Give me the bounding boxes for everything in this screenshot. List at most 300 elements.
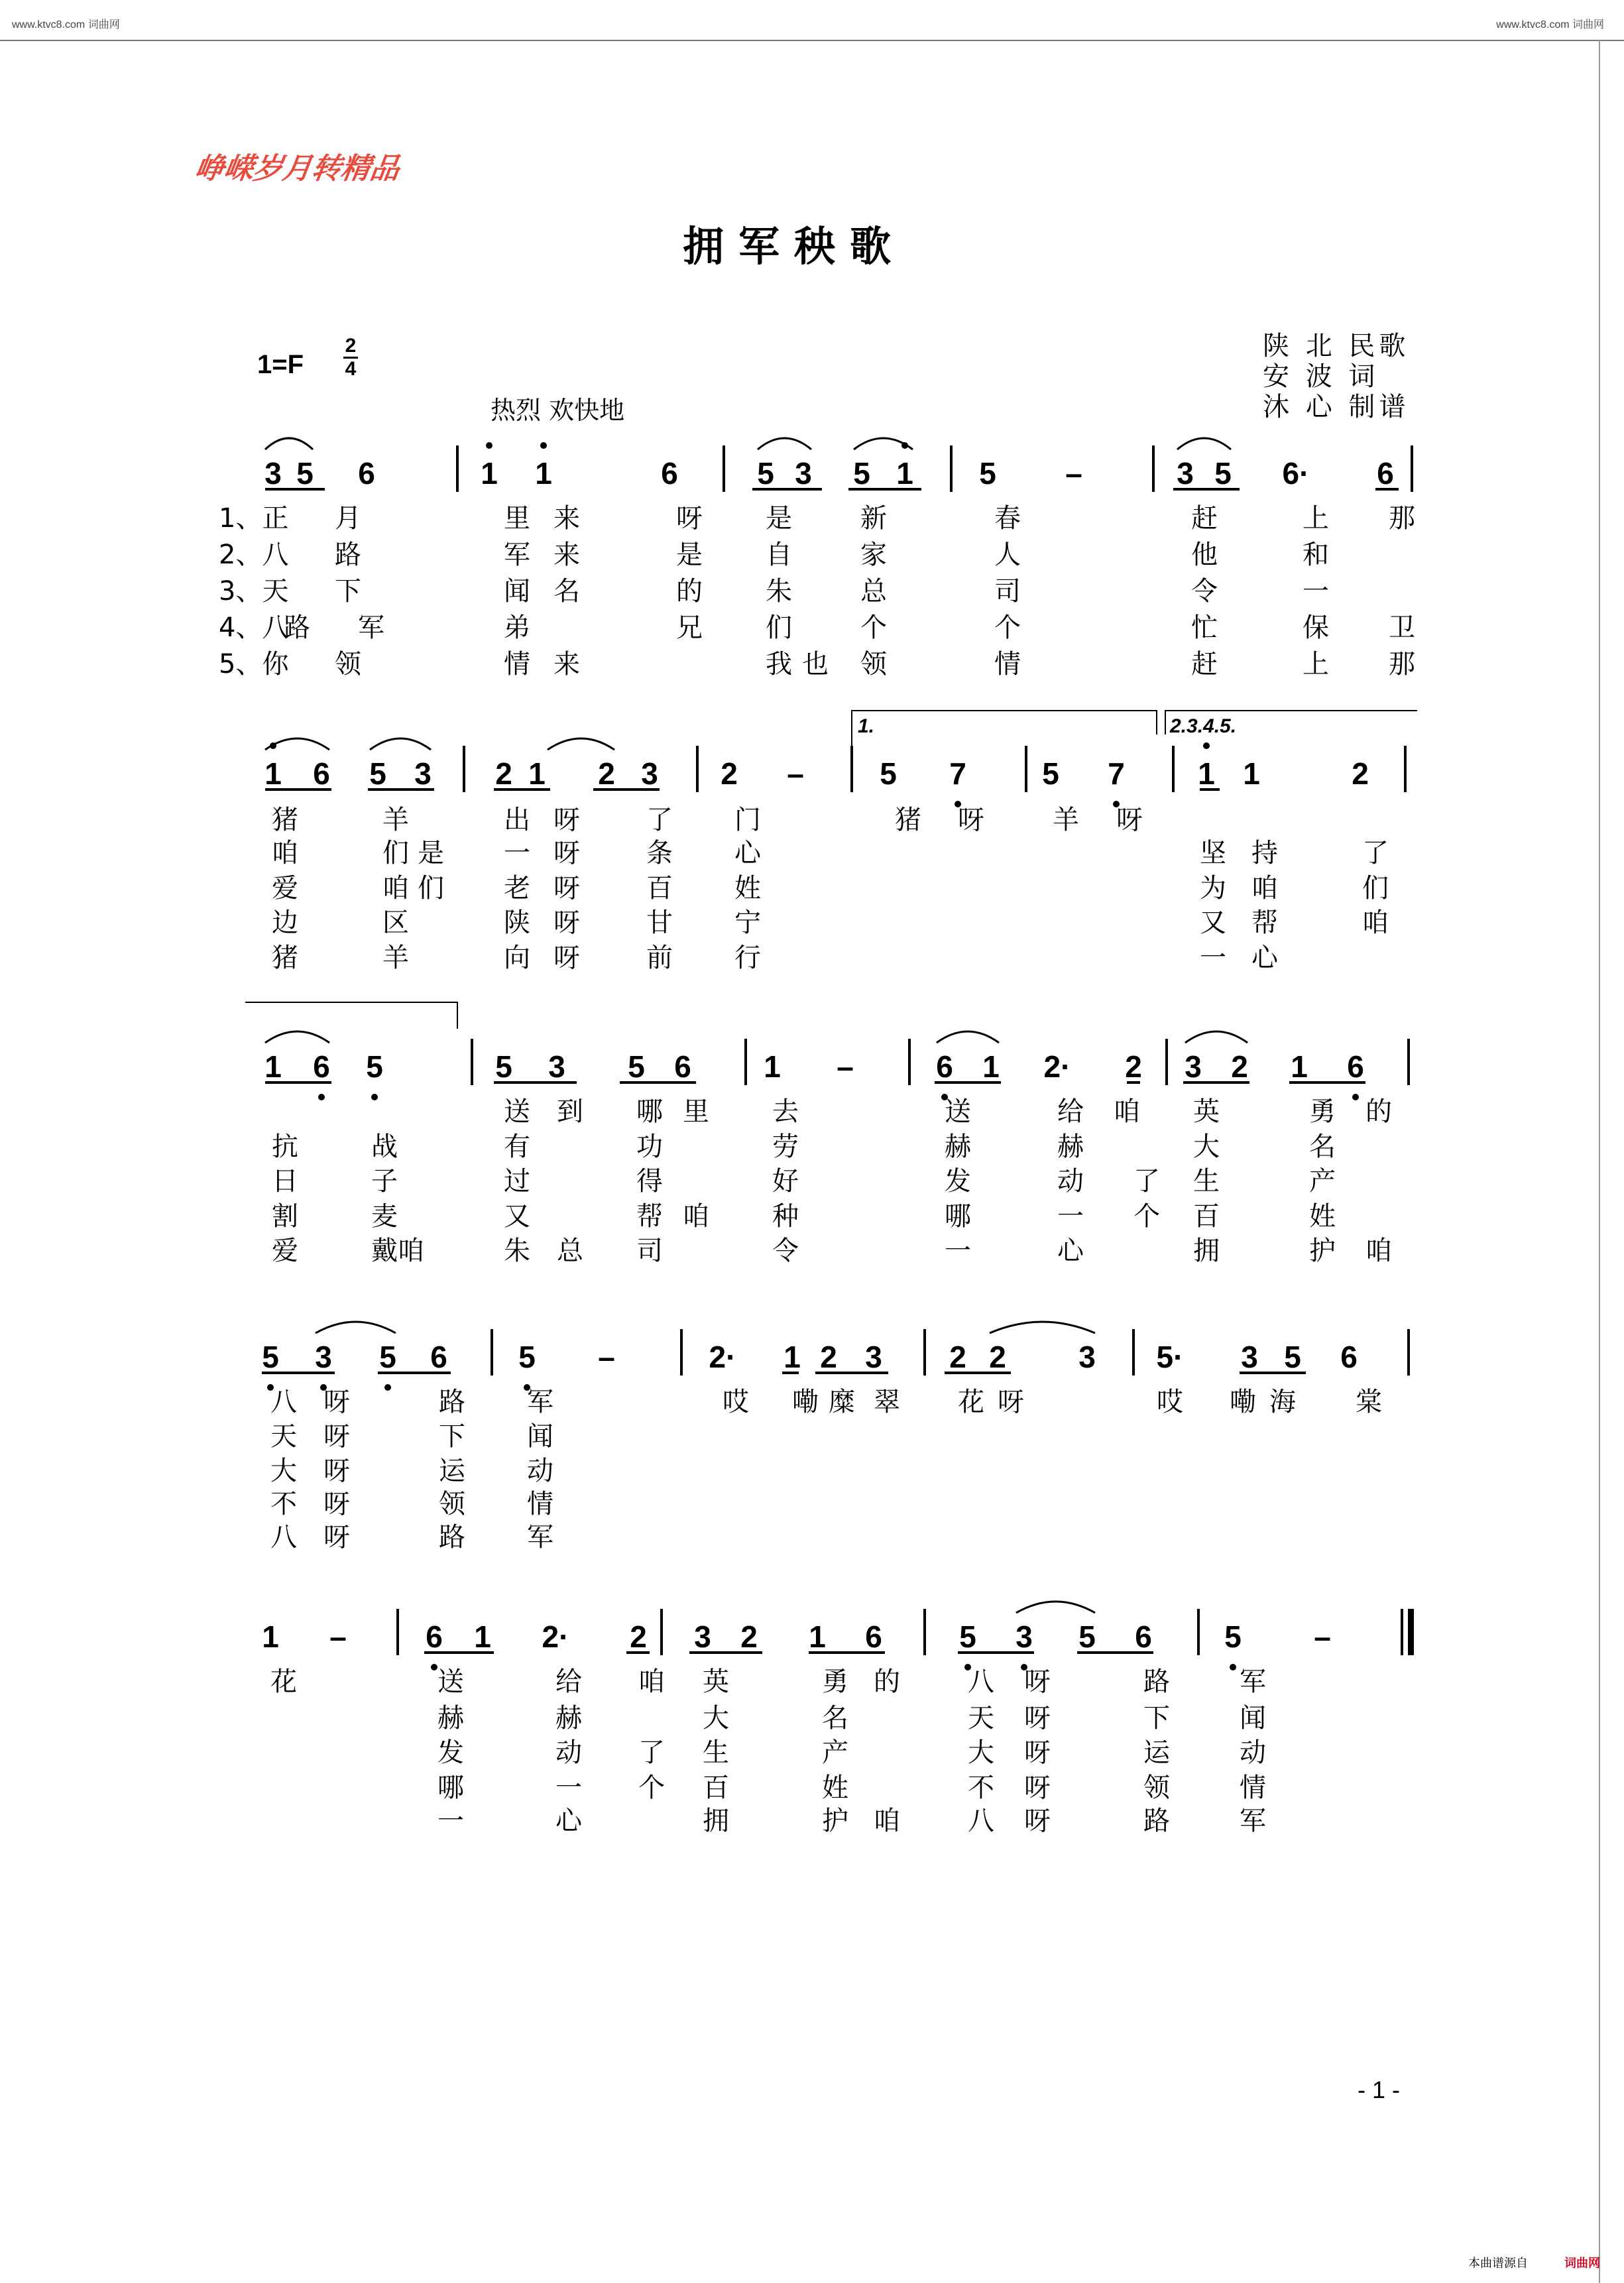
lyric-syllable: 劳 [772,1132,799,1162]
lyric-syllable: 姓 [1309,1201,1336,1232]
note: 2 [949,1340,966,1374]
lyric-syllable: 朱 [504,1236,530,1266]
lyric-syllable: 天 [270,1421,297,1452]
lyric-syllable: 又 [1200,907,1226,938]
note: 5 [1042,756,1059,791]
lyric-syllable: 有 [504,1132,530,1162]
lyric-syllable: 出 [504,805,530,835]
slur-arc [758,438,811,449]
note: – [787,756,804,791]
note: 1 [528,756,546,791]
lyric-syllable: 动 [1057,1166,1084,1197]
note: 3 [548,1049,565,1084]
lyric-syllable: 军 [1240,1806,1266,1836]
lyric-syllable: 嘞 [792,1387,819,1417]
lyric-syllable: 心 [555,1806,582,1836]
note: 5 [1224,1619,1242,1654]
lyric-syllable: 心 [1251,943,1278,973]
lyric-syllable: 呀 [1116,805,1143,835]
slurs-and-ties [265,438,1247,1613]
lyric-syllable: 们 [766,613,792,643]
note: 1 [783,1340,801,1374]
lyric-syllable: 人 [994,540,1021,570]
lyric-syllable: 赫 [1057,1132,1084,1162]
lyric-syllable: 边 [272,907,298,938]
note: 5 [880,756,897,791]
low-octave-dot [1352,1094,1359,1100]
lyric-syllable: 甘 [646,907,673,938]
note: 2 [1352,756,1369,791]
lyric-syllable: 了 [1133,1166,1160,1197]
lyric-syllable: 坚 [1200,838,1226,868]
lyric-syllable: 到 [557,1096,583,1127]
lyric-syllable: 新 [860,503,887,534]
lyric-syllable: 发 [945,1166,971,1197]
note: 2 [740,1619,758,1654]
slur-arc [1177,438,1231,449]
volta-continuation [245,1002,457,1029]
note: 6 [313,1049,330,1084]
lyric-syllable: 给 [1057,1096,1084,1127]
note: 5 [979,456,996,491]
note: 6 [936,1049,953,1084]
lyric-syllable: 名 [822,1703,848,1733]
lyric-syllable: 天 [968,1703,994,1733]
note: 3 [1015,1619,1033,1654]
lyric-syllable: 的 [874,1667,900,1697]
lyric-syllable: 咱 [1362,907,1389,938]
lyric-syllable: 个 [994,613,1021,643]
lyric-syllable: 情 [1240,1773,1266,1803]
lyric-syllable: 呀 [553,943,580,973]
lyric-syllable: 棠 [1356,1387,1382,1417]
lyric-syllable: 军 [358,613,384,643]
note: 3 [795,456,812,491]
lyric-syllable: 保 [1303,613,1329,643]
lyric-syllable: 来 [553,649,580,679]
note: 3 [264,456,282,491]
note: 6 [1340,1340,1358,1374]
lyric-syllable: 的 [1365,1096,1392,1127]
lyric-syllable: 送 [504,1096,530,1127]
note: 5 [379,1340,396,1374]
note: 5 [959,1619,976,1654]
lyric-syllable: 名 [553,576,580,607]
lyric-syllable: 哪 [437,1773,464,1803]
lyric-syllable: 咱 [382,873,409,904]
lyric-syllable: 向 [504,943,530,973]
slur-arc [370,738,431,750]
lyric-syllable: 赫 [945,1132,971,1162]
lyric-syllable: 赶 [1191,503,1218,534]
volta-label-second: 2.3.4.5. [1170,715,1237,737]
lyric-syllable: 呀 [676,503,703,534]
note: 7 [949,756,966,791]
lyric-syllable: 好 [772,1166,799,1197]
lyric-syllable: 情 [994,649,1021,679]
note: 6 [1347,1049,1364,1084]
note: 5 [1214,456,1232,491]
lyric-syllable: 爱 [272,873,298,904]
note: – [1065,456,1082,491]
lyric-syllable: 猪 [895,805,921,835]
lyric-syllable: 弟 [504,613,530,643]
lyric-syllable: 忙 [1191,613,1218,643]
song-title: 拥军秧歌 [683,222,906,270]
note: 5 [853,456,870,491]
lyric-syllable: 去 [772,1096,799,1127]
lyric-syllable: 闻 [527,1421,553,1452]
note: 5 [1284,1340,1301,1374]
note: 6 [313,756,330,791]
note: 5 [262,1340,279,1374]
note: 3 [1177,456,1194,491]
low-octave-dot [384,1384,391,1391]
slur-arc [1016,1602,1095,1613]
note: 2· [709,1340,736,1374]
note: 2 [820,1340,837,1374]
lyric-syllable: 动 [555,1737,582,1768]
lyric-syllable: 翠 [874,1387,900,1417]
lyric-syllable: 兄 [676,613,703,643]
lyric-syllable: 的 [676,576,703,607]
lyric-syllable: 5、你 [219,649,289,679]
lyric-syllable: 下 [1143,1703,1170,1733]
high-octave-dot [486,442,493,449]
lyric-syllable: 也 [802,649,829,679]
note: 2 [495,756,512,791]
lyric-syllable: 子 [371,1166,398,1197]
lyric-syllable: 一 [437,1806,464,1836]
time-signature-top: 2 [345,335,357,357]
note: 2 [1125,1049,1142,1084]
lyric-syllable: 路 [439,1387,465,1417]
lyric-syllable: 呀 [553,805,580,835]
lyric-syllable: 送 [437,1667,464,1697]
lyric-syllable: 给 [555,1667,582,1697]
lyric-syllable: 路 [1143,1667,1170,1697]
lyric-syllable: 个 [638,1773,665,1803]
lyric-syllable: 嘞 [1230,1387,1256,1417]
credit-origin: 陕 北 民歌 [1263,331,1410,361]
note: 1 [262,1619,279,1654]
lyric-syllable: 爱 [272,1236,298,1266]
lyric-syllable: 八 [270,1387,297,1417]
volta-bracket-first [852,711,1157,749]
slur-arc [548,738,614,750]
lyric-syllable: 朱 [766,576,792,607]
lyric-syllable: 动 [527,1456,553,1486]
lyric-syllable: 闻 [504,576,530,607]
note: 2 [989,1340,1006,1374]
lyric-syllable: 羊 [1053,805,1079,835]
lyric-syllable: 司 [636,1236,663,1266]
lyric-syllable: 大 [270,1456,297,1486]
lyric-syllable: 运 [1143,1737,1170,1768]
lyric-syllable: 上 [1303,649,1329,679]
lyric-syllable: 呀 [1024,1703,1051,1733]
lyric-syllable: 条 [646,838,673,868]
lyric-syllable: 麦 [371,1201,398,1232]
lyric-syllable: 帮 [1251,907,1278,938]
note: 5 [518,1340,536,1374]
lyric-syllable: 门 [734,805,761,835]
volta-label-first: 1. [858,715,875,737]
lyric-syllable: 哎 [723,1387,749,1417]
low-octave-dot [1230,1664,1236,1670]
note: 1 [982,1049,1000,1084]
lyric-syllable: 个 [1133,1201,1160,1232]
note: 1 [264,1049,282,1084]
lyric-syllable: 生 [1193,1166,1220,1197]
lyric-syllable: 大 [968,1737,994,1768]
lyric-syllable: 百 [1193,1201,1220,1232]
note: 2· [1043,1049,1071,1084]
note: 6 [1377,456,1394,491]
lyric-syllable: 呀 [1024,1806,1051,1836]
lyric-syllable: 是 [676,540,703,570]
footer-source-text: 本曲谱源自 [1468,2256,1528,2270]
lyric-syllable: 总 [557,1236,583,1266]
note: 1 [1291,1049,1308,1084]
lyric-syllable: 咱 [1251,873,1278,904]
lyric-syllable: 呀 [958,805,984,835]
lyric-syllable: 路 [284,613,310,643]
lyric-syllable: 心 [1057,1236,1084,1266]
lyric-syllable: 军 [1240,1667,1266,1697]
lyric-syllable: 赫 [555,1703,582,1733]
lyric-syllable: 英 [1193,1096,1220,1127]
lyric-syllable: 路 [439,1522,465,1552]
lyric-syllable: 名 [1309,1132,1336,1162]
lyric-syllable: 羊 [382,943,409,973]
lyric-syllable: 八 [968,1667,994,1697]
lyric-syllable: 持 [1251,838,1278,868]
note: 1 [481,456,498,491]
key-signature: 1=F [257,350,304,379]
lyric-syllable: 赶 [1191,649,1218,679]
note: 2 [1231,1049,1248,1084]
lyric-syllable: 一 [945,1236,971,1266]
lyric-syllable: 月 [335,503,361,534]
note: 1 [809,1619,826,1654]
lyric-syllable: 功 [636,1132,663,1162]
lyric-syllable: 哎 [1157,1387,1183,1417]
lyric-syllable: 宁 [734,907,761,938]
note: 3 [865,1340,882,1374]
lyric-syllable: 和 [1303,540,1329,570]
header-right-text: www.ktvc8.com 词曲网 [1496,19,1604,30]
time-signature-bottom: 4 [345,358,357,380]
lyric-syllable: 咱 [683,1201,709,1232]
lyric-syllable: 前 [646,943,673,973]
slur-arc [316,1322,396,1333]
lyric-syllable: 来 [553,540,580,570]
note: 5 [296,456,314,491]
note: 6 [865,1619,882,1654]
lyric-syllable: 勇 [1309,1096,1336,1127]
lyric-syllable: 4、八 [219,613,289,643]
credit-arranger: 沐 心 制谱 [1263,392,1410,422]
lyric-syllable: 产 [822,1737,848,1768]
lyric-syllable: 区 [382,907,409,938]
lyric-syllable: 得 [636,1166,663,1197]
note: 6· [1282,456,1310,491]
lyric-syllable: 自 [766,540,792,570]
lyric-syllable: 了 [638,1737,665,1768]
lyric-syllable: 们 [382,838,409,868]
lyric-syllable: 拥 [1193,1236,1220,1266]
lyric-syllable: 军 [527,1522,553,1552]
note: 5 [366,1049,383,1084]
lyric-syllable: 路 [1143,1806,1170,1836]
lyric-syllable: 呀 [323,1456,350,1486]
lyric-syllable: 海 [1269,1387,1296,1417]
lyric-syllable: 行 [734,943,761,973]
lyric-syllable: 情 [527,1489,553,1519]
slur-arc [1185,1031,1247,1043]
note: – [837,1049,854,1084]
lyric-syllable: 割 [272,1201,298,1232]
lyric-syllable: 是 [766,503,792,534]
lyric-syllable: 八 [270,1522,297,1552]
note: 1 [264,756,282,791]
lyric-syllable: 里 [504,503,530,534]
lyric-syllable: 护 [822,1806,848,1836]
note: 5 [757,456,774,491]
lyric-syllable: 八 [968,1806,994,1836]
lyric-syllable: 帮 [636,1201,663,1232]
lyric-syllable: 司 [994,576,1021,607]
note: 6 [430,1340,447,1374]
note: 3 [1241,1340,1258,1374]
low-octave-dot [318,1094,325,1100]
tempo-marking: 热烈 欢快地 [491,396,625,425]
high-octave-dot [540,442,547,449]
lyric-syllable: 大 [703,1703,729,1733]
note: 2 [721,756,738,791]
lyric-syllable: 呀 [1024,1667,1051,1697]
note: 7 [1108,756,1125,791]
lyric-syllable: 一 [504,838,530,868]
note: 1 [764,1049,781,1084]
lyric-syllable: 下 [439,1421,465,1452]
lyric-syllable: 咱 [272,838,298,868]
final-barline-thick [1408,1609,1414,1655]
lyric-syllable: 老 [504,873,530,904]
slur-arc [265,1031,329,1043]
note: 3 [1185,1049,1202,1084]
lyric-syllable: 运 [439,1456,465,1486]
note: – [1314,1619,1331,1654]
note: 6 [426,1619,443,1654]
note: 1 [535,456,552,491]
footer-site-text: 词曲网 [1564,2256,1600,2270]
note: 6 [358,456,375,491]
lyric-syllable: 咱 [1365,1236,1392,1266]
lyric-syllable: 陕 [504,907,530,938]
lyric-syllable: 呀 [998,1387,1024,1417]
note: 6 [674,1049,691,1084]
note: 3 [1078,1340,1096,1374]
lyric-syllable: 羊 [382,805,409,835]
note: 6 [661,456,678,491]
note: 5 [495,1049,512,1084]
lyric-syllable: 了 [1362,838,1389,868]
notes-layer [262,456,1394,1654]
lyric-syllable: 勇 [822,1667,848,1697]
lyric-syllable: 不 [968,1773,994,1803]
lyric-syllable: 为 [1200,873,1226,904]
lyric-syllable: 呀 [323,1421,350,1452]
lyric-syllable: 哪 [636,1096,663,1127]
note: 2 [598,756,615,791]
low-octave-dot [431,1664,437,1670]
lyric-syllable: 军 [527,1387,553,1417]
lyric-syllable: 哪 [945,1201,971,1232]
note: 6 [1135,1619,1152,1654]
lyric-syllable: 百 [646,873,673,904]
lyric-syllable: 令 [772,1236,799,1266]
header-left-text: www.ktvc8.com 词曲网 [12,19,120,30]
lyric-syllable: 们 [1362,873,1389,904]
lyric-syllable: 路 [335,540,361,570]
lyric-syllable: 送 [945,1096,971,1127]
lyric-syllable: 呀 [323,1489,350,1519]
lyric-syllable: 战 [371,1132,398,1162]
slur-arc [937,1031,999,1043]
note: 1 [474,1619,491,1654]
credit-lyricist: 安 波 词 [1263,361,1379,392]
lyric-syllable: 1、正 [219,503,289,534]
lyric-syllable: 领 [860,649,887,679]
lyric-syllable: 英 [703,1667,729,1697]
lyric-syllable: 咱 [638,1667,665,1697]
lyric-syllable: 呀 [1024,1773,1051,1803]
lyric-syllable: 产 [1309,1166,1336,1197]
slur-arc [265,438,313,449]
lyric-syllable: 呀 [553,838,580,868]
lyric-syllable: 戴咱 [371,1236,424,1266]
lyric-syllable: 大 [1193,1132,1220,1162]
lyric-syllable: 上 [1303,503,1329,534]
lyric-syllable: 领 [439,1489,465,1519]
lyric-syllable: 那 [1389,503,1415,534]
note: 3 [315,1340,332,1374]
low-octave-dot [371,1094,378,1100]
lyric-syllable: 呀 [323,1387,350,1417]
lyric-syllable: 呀 [1024,1737,1051,1768]
lyric-syllable: 情 [504,649,530,679]
note: 5 [628,1049,645,1084]
duration-underlines [262,489,1399,1653]
lyric-syllable: 拥 [703,1806,729,1836]
lyric-syllable: 一 [555,1773,582,1803]
note: 5· [1156,1340,1184,1374]
note: 1 [1198,756,1215,791]
lyric-syllable: 姓 [822,1773,848,1803]
lyric-syllable: 咱 [874,1806,900,1836]
lyric-syllable: 呀 [553,907,580,938]
slur-arc [990,1322,1095,1333]
high-octave-dot [901,442,908,449]
lyric-syllable: 军 [504,540,530,570]
lyric-syllable: 呀 [553,873,580,904]
lyric-syllable: 咱 [1114,1096,1140,1127]
lyric-syllable: 心 [734,838,761,868]
note: 1 [1243,756,1260,791]
page-number: - 1 - [1358,2076,1401,2103]
